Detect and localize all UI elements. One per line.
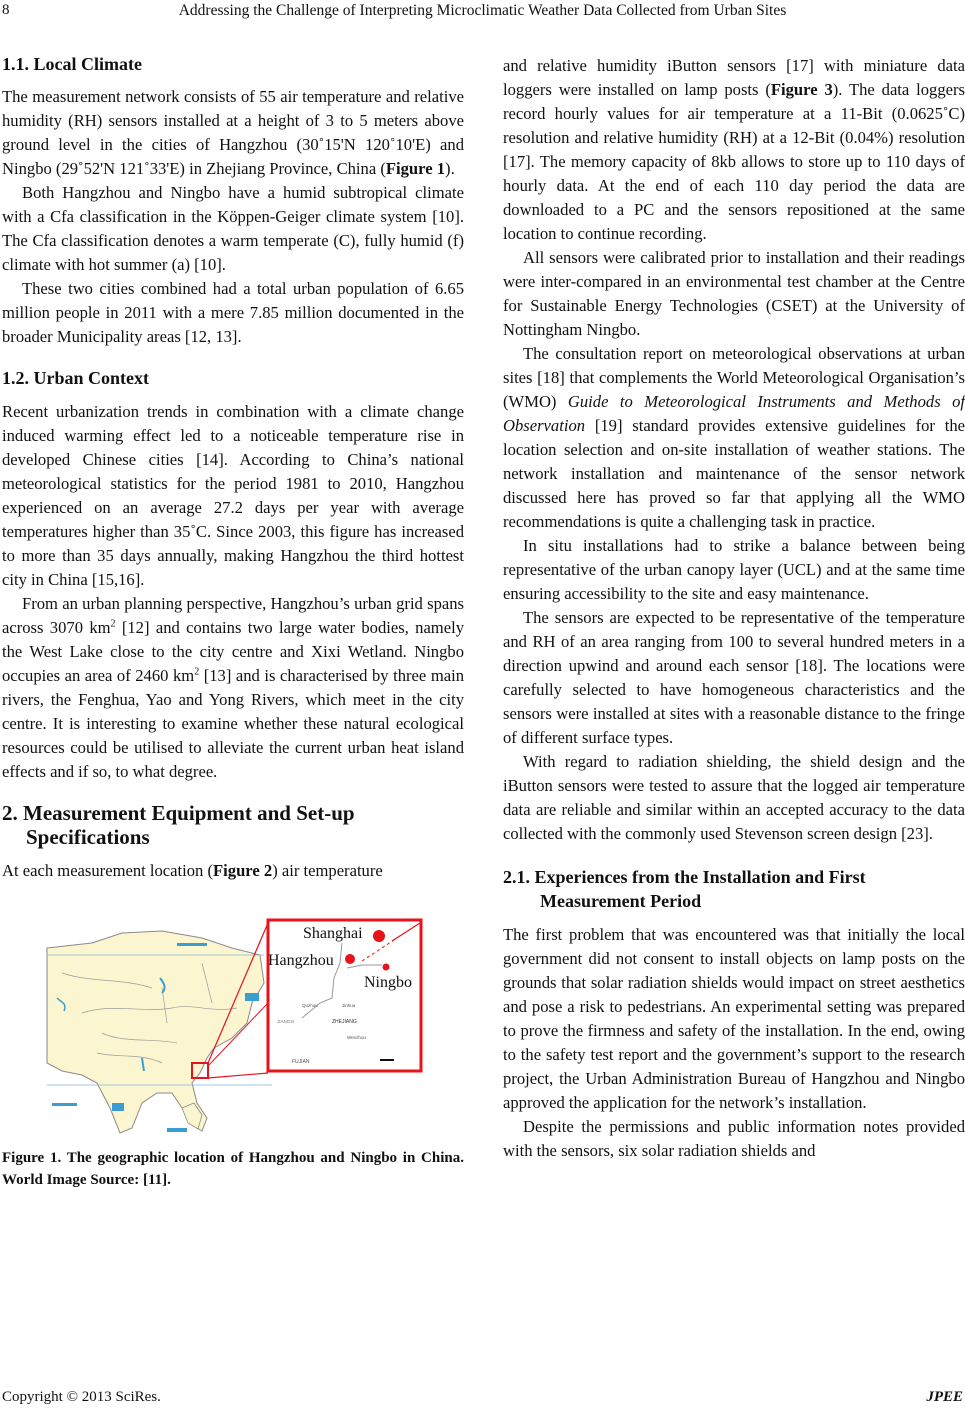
page-header [0, 0, 965, 24]
paragraph: The measurement network consists of 55 air temperature and relative humidity (RH) sensors installed at a height of 3 to 5 meters above ground level in the cities of Hangzhou (30˚15'N 120˚10'E) and Ningbo (29˚52'N 121˚33'E) in Zhejiang Province, China (Figure 1). [2, 87, 464, 178]
paragraph: In situ installations had to strike a balance between being representative of the urban canopy layer (UCL) and at the same time ensuring accessibility to the site and easy maintenance. [503, 536, 965, 603]
paragraph: The sensors are expected to be representative of the temperature and RH of an area ranging from 100 to several hundred meters in a direction upwind and around each sensor [18]. The locations were carefully selected to have homogeneous characteristics and the sensors were installed at sites with a reasonable distance to the fringe of different surface types. [503, 608, 965, 747]
paragraph: These two cities combined had a total urban population of 6.65 million people in 2011 with a mere 7.85 million documented in the broader Municipality areas [12, 13]. [2, 279, 464, 346]
figure-reference[interactable]: Figure 3 [770, 80, 833, 99]
shanghai-marker [373, 930, 385, 942]
paragraph: All sensors were calibrated prior to installation and their readings were inter-compared in an environmental test chamber at the Centre for Sustainable Energy Technologies (CSET) at the University of Nottingham Ningbo. [503, 248, 965, 339]
svg-text:Jinhua: Jinhua [342, 1003, 356, 1008]
paragraph: The consultation report on meteorological observations at urban sites [18] that complements the World Meteorological Organisation’s (WMO) Guide to Meteorological Instruments and Methods of Observation [19] standard provides extensive guidelines for the location selection and on-site installation of weather stations. The network installation and maintenance of the sensor network discussed here has proved so far that applying all the WMO recommendations is quite a challenging task in practice. [503, 344, 965, 531]
page-number: 8 [2, 2, 10, 18]
copyright-notice: Copyright © 2013 SciRes. [2, 1389, 161, 1405]
journal-abbreviation: JPEE [926, 1389, 963, 1405]
paragraph: At each measurement location (Figure 2) air temperature [2, 861, 383, 880]
svg-text:FUJIAN: FUJIAN [292, 1059, 310, 1065]
section-heading-measurement-equipment: 2. Measurement Equipment and Set-up Specifications [2, 801, 355, 849]
section-heading-local-climate: 1.1. Local Climate [2, 54, 142, 74]
paragraph: and relative humidity iButton sensors [17] with miniature data loggers were installed on lamp posts (Figure 3). The data loggers record hourly values for air temperature at a 11-Bit (0.0625˚C) resolution and relative humidity (RH) at a 12-Bit (0.04%) resolution [17]. The memory capacity of 8kb allows to store up to 110 days of hourly data. At the end of each 110 day period the data are downloaded to a PC and the sensors repositioned at the same location to continue recording. [503, 56, 965, 243]
running-title: Addressing the Challenge of Interpreting Microclimatic Weather Data Collected from Urban Sites [178, 2, 787, 19]
asia-map-image [2, 903, 464, 1143]
paragraph: Both Hangzhou and Ningbo have a humid subtropical climate with a Cfa classification in the Köppen-Geiger climate system [10]. The Cfa classification denotes a warm temperate (C), fully humid (f) climate with hot summer (a) [10]. [2, 183, 464, 274]
paragraph: The first problem that was encountered was that initially the local government did not consent to install objects on lamp posts on the grounds that solar radiation shields would impact on street aesthetics and pose a risk to pedestrians. An experimental setting was prepared to prove the firmness and safety of the installation. In the end, owing to the safety test report and the government’s support to the research project, the Urban Administration Bureau of Hangzhou and Ningbo approved the application for the network’s installation. [503, 925, 965, 1112]
paragraph: Recent urbanization trends in combination with a climate change induced warming effect led to a noticeable temperature rise in developed Chinese cities [14]. According to China’s national meteorological statistics for the period 1981 to 2010, Hangzhou experienced on an average 27.2 days per year with average temperatures higher than 35˚C. Since 2003, this figure has increased to more than 35 days annually, making Hangzhou the third hottest city in China [15,16]. [2, 402, 464, 589]
svg-text:Shanghai: Shanghai [303, 925, 363, 942]
figure-1-map [2, 903, 464, 1143]
figure-reference[interactable]: Figure 1 [385, 159, 446, 178]
svg-text:ZHEJIANG: ZHEJIANG [332, 1019, 357, 1025]
svg-text:Wenzhou: Wenzhou [347, 1035, 366, 1040]
paragraph: From an urban planning perspective, Hangzhou’s urban grid spans across 3070 $km^2$ [12] and contains two large water bodies, namely the West Lake close to the city centre and Xixi Wetland. Ningbo occupies an area of 2460 $km^2$ [13] and is characterised by three main rivers, the Fenghua, Yao and Yong Rivers, which meet in the city centre. It is interesting to examine whether these natural ecological resources could be utilised to alleviate the current urban heat island effects and if so, to what degree. [2, 594, 464, 781]
figure-1-caption: Figure 1. The geographic location of Hangzhou and Ningbo in China. World Image Source: [11]. [2, 1150, 464, 1188]
right-column [503, 54, 965, 1163]
page-footer [0, 1385, 965, 1415]
inset-map-frame [268, 920, 421, 1071]
section-heading-urban-context: 1.2. Urban Context [2, 368, 149, 388]
figure-reference[interactable]: Figure 2 [213, 861, 273, 880]
left-column [2, 52, 464, 1191]
svg-text:Ningbo: Ningbo [364, 974, 412, 991]
paragraph: With regard to radiation shielding, the shield design and the iButton sensors were tested to assure that the logged air temperature data are reliable and similar within an accepted accuracy to the data collected with the commonly used Stevenson screen design [23]. [503, 752, 965, 843]
svg-text:Hangzhou: Hangzhou [268, 952, 334, 969]
svg-text:JIANGXI: JIANGXI [277, 1019, 295, 1024]
svg-text:Quzhou: Quzhou [302, 1003, 318, 1008]
paragraph: Despite the permissions and public information notes provided with the sensors, six solar radiation shields and [503, 1117, 965, 1160]
hangzhou-marker [345, 954, 355, 964]
ningbo-marker [383, 964, 390, 971]
section-heading-experiences: 2.1. Experiences from the Installation and First Measurement Period [503, 867, 866, 911]
